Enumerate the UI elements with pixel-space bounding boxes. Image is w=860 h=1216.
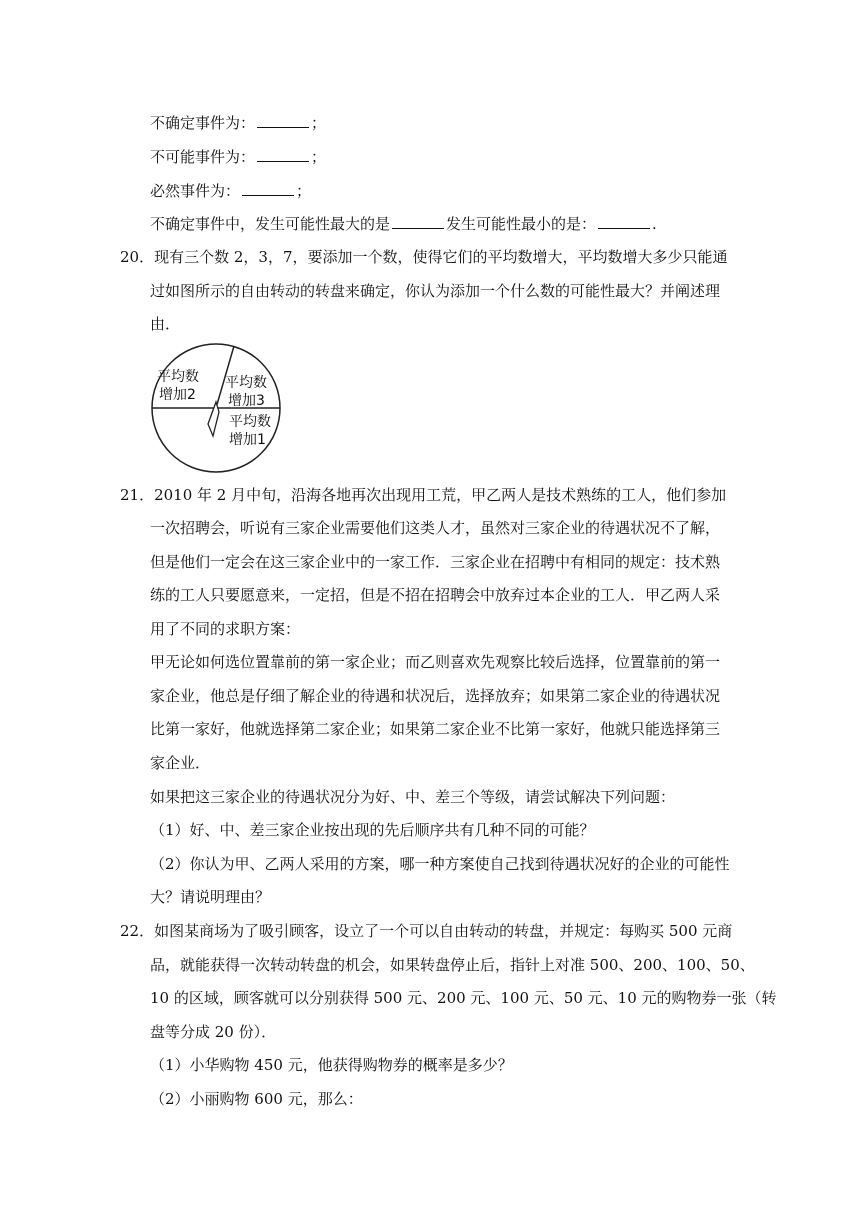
q21-line-9: 家企业． bbox=[150, 754, 211, 772]
q21-line-4: 练的工人只要愿意来，一定招，但是不招在招聘会中放弃过本企业的工人．甲乙两人采 bbox=[150, 586, 721, 604]
impossible-event-line bbox=[150, 147, 326, 167]
q22-line-4: 盘等分成 20 份）． bbox=[150, 1023, 277, 1041]
separator: ； bbox=[311, 148, 327, 166]
separator: ； bbox=[296, 182, 312, 200]
q21-subq-1: （1）好、中、差三家企业按出现的先后顺序共有几种不同的可能？ bbox=[150, 821, 595, 839]
q22-subq-1: （1）小华购物 450 元，他获得购物券的概率是多少？ bbox=[150, 1056, 513, 1074]
q21-line-5: 用了不同的求职方案： bbox=[150, 620, 301, 638]
certain-event-label: 必然事件为： bbox=[150, 182, 241, 200]
q21-line-8: 比第一家好，他就选择第二家企业；如果第二家企业不比第一家好，他就只能选择第三 bbox=[150, 720, 721, 738]
q20-line-3: 由． bbox=[150, 315, 181, 333]
q20-line-2: 过如图所示的自由转动的转盘来确定，你认为添加一个什么数的可能性最大？并阐述理 bbox=[150, 282, 721, 300]
spinner-wheel bbox=[145, 340, 287, 475]
q20-line-1: 20．现有三个数 2，3，7，要添加一个数，使得它们的平均数增大，平均数增大多少只能通 bbox=[120, 248, 728, 266]
q21-line-1: 21．2010 年 2 月中旬，沿海各地再次出现用工荒，甲乙两人是技术熟练的工人，他们参加 bbox=[120, 486, 727, 504]
sector-top-right-line2: 增加3 bbox=[228, 393, 265, 409]
uncertain-event-line bbox=[150, 113, 326, 133]
least-likely-label: 发生可能性最小的是： bbox=[446, 215, 597, 233]
sector-left-line2: 增加2 bbox=[159, 387, 196, 403]
sector-bottom-right-line1: 平均数 bbox=[229, 414, 271, 430]
q21-line-3: 但是他们一定会在这三家企业中的一家工作．三家企业在招聘中有相同的规定：技术熟 bbox=[150, 553, 721, 571]
sector-top-right-line1: 平均数 bbox=[225, 375, 267, 391]
impossible-event-label: 不可能事件为： bbox=[150, 148, 256, 166]
q21-subq-2: （2）你认为甲、乙两人采用的方案，哪一种方案使自己找到待遇状况好的企业的可能性 bbox=[150, 855, 730, 873]
sector-bottom-right-line2: 增加1 bbox=[229, 432, 266, 448]
sector-left-line1: 平均数 bbox=[157, 369, 199, 385]
uncertain-event-label: 不确定事件为： bbox=[150, 114, 256, 132]
q22-line-3: 10 的区域，顾客就可以分别获得 500 元、200 元、100 元、50 元、10 元的购物券一张（转 bbox=[150, 989, 777, 1007]
q21-line-7: 家企业，他总是仔细了解企业的待遇和状况后，选择放弃；如果第二家企业的待遇状况 bbox=[150, 687, 721, 705]
most-likely-blank[interactable] bbox=[392, 214, 444, 229]
impossible-event-blank[interactable] bbox=[257, 147, 309, 162]
least-likely-blank[interactable] bbox=[598, 214, 650, 229]
certain-event-blank[interactable] bbox=[242, 181, 294, 196]
separator: ； bbox=[311, 114, 327, 132]
q21-line-10: 如果把这三家企业的待遇状况分为好、中、差三个等级，请尝试解决下列问题： bbox=[150, 788, 676, 806]
most-likely-label: 不确定事件中，发生可能性最大的是 bbox=[150, 215, 391, 233]
certain-event-line bbox=[150, 181, 311, 201]
uncertain-event-blank[interactable] bbox=[257, 113, 309, 128]
q22-line-2: 品，就能获得一次转动转盘的机会，如果转盘停止后，指针上对准 500、200、100、50、 bbox=[150, 956, 755, 974]
q21-line-6: 甲无论如何选位置靠前的第一家企业；而乙则喜欢先观察比较后选择，位置靠前的第一 bbox=[150, 653, 721, 671]
q22-subq-2: （2）小丽购物 600 元，那么： bbox=[150, 1090, 363, 1108]
likelihood-line bbox=[150, 214, 657, 234]
period: . bbox=[652, 215, 657, 233]
q22-line-1: 22．如图某商场为了吸引顾客，设立了一个可以自由转动的转盘，并规定：每购买 500 元商 bbox=[120, 922, 733, 940]
q21-subq-2-cont: 大？请说明理由？ bbox=[150, 888, 271, 906]
q21-line-2: 一次招聘会，听说有三家企业需要他们这类人才，虽然对三家企业的待遇状况不了解， bbox=[150, 519, 721, 537]
